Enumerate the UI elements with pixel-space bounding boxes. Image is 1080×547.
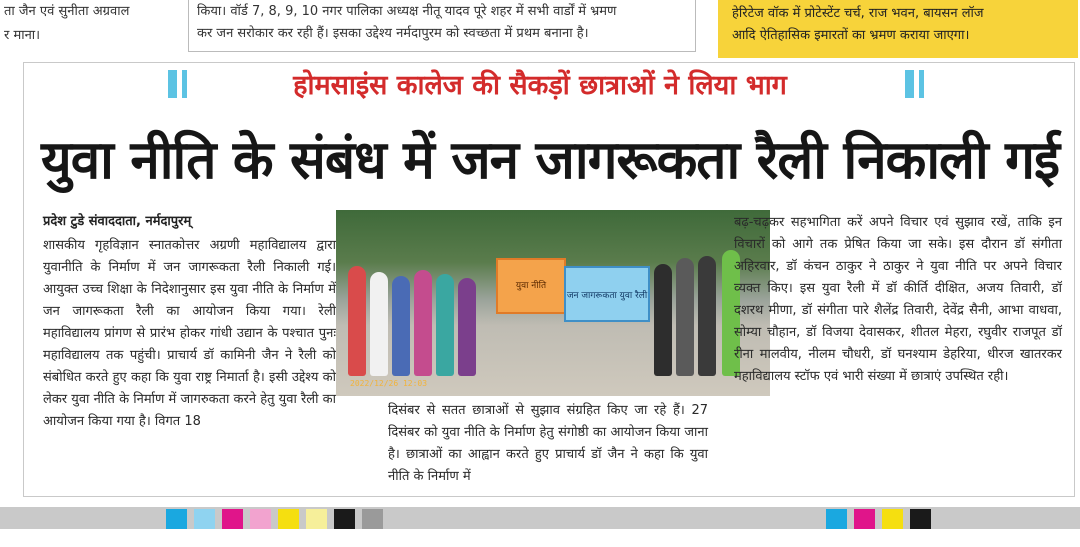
person-figure <box>676 258 694 376</box>
kicker-accent-bar-left <box>168 70 177 98</box>
color-swatch-yellow <box>278 509 299 529</box>
person-figure <box>348 266 366 376</box>
article-headline: युवा नीति के संबंध में जन जागरूकता रैली निकाली गई <box>40 130 1060 191</box>
color-swatch-cyan <box>166 509 187 529</box>
person-figure <box>698 256 716 376</box>
person-figure <box>436 274 454 376</box>
color-swatch-light-magenta <box>250 509 271 529</box>
person-figure <box>458 278 476 376</box>
adjacent-story-right-yellow <box>718 0 1078 58</box>
color-swatch-gray <box>362 509 383 529</box>
photo-timestamp: 2022/12/26 12:03 <box>350 379 428 388</box>
rally-banner-orange: युवा नीति <box>496 258 566 314</box>
color-swatch-light-cyan <box>194 509 215 529</box>
article-kicker: होमसाइंस कालेज की सैकड़ों छात्राओं ने लिया भाग <box>293 70 787 101</box>
article-column-1: शासकीय गृहविज्ञान स्नातकोत्तर अग्रणी महाविद्यालय द्वारा युवानीति के निर्माण में जन जागरूकता रैली निकाली गई। आयुक्त उच्च शिक्षा के निदेशानुसार इस युवा नीति के निर्माण में जन जागरूकता रैली का आयोजन किया गया। रेली महाविद्यालय प्रांगण से प्रारंभ होकर गांधी उद्यान के पश्चात पुनः महाविद्यालय तक पहुंची। प्राचार्य डॉ कामिनी जैन ने रैली को संबोधित करते हुए कहा कि युवा राष्ट्र निमार्ता है। इसी उद्देश्य को लेकर युवा नीति के निर्माण में जागरुकता करने हेतु युवा रैली का आयोजन किया गया है। विगत 18 <box>43 238 336 429</box>
adjacent-mid-line-1: किया। वॉर्ड 7, 8, 9, 10 नगर पालिका अध्यक्ष नीतू यादव पूरे शहर में सभी वार्डों में भ्रमण <box>197 4 617 19</box>
color-swatch-light-yellow <box>306 509 327 529</box>
kicker-accent-bar-right <box>905 70 914 98</box>
person-figure <box>654 264 672 376</box>
adjacent-mid-line-2: कर जन सरोकार कर रही हैं। इसका उद्देश्य नर्मदापुरम को स्वच्छता में प्रथम बनाना है। <box>197 26 589 41</box>
kicker-accent-bar-left-thin <box>182 70 187 98</box>
adjacent-right-line-1: हेरिटेज वॉक में प्रोटेस्टेंट चर्च, राज भवन, बायसन लॉज <box>732 6 984 21</box>
adjacent-story-left <box>0 0 170 52</box>
kicker-accent-bar-right-thin <box>919 70 924 98</box>
article-column-3: बढ़-चढ़कर सहभागिता करें अपने विचार एवं सुझाव रखें, ताकि इन विचारों को आगे तक प्रेषित किया जा सके। इस दौरान डॉ संगीता अहिरवार, डॉ कंचन ठाकुर ने ठाकुर ने युवा नीति पर अपने विचार व्यक्त किए। इस युवा रैली में डॉ कीर्ति दीक्षित, अजय तिवारी, डॉ दशरथ मीणा, डॉ संगीता पारे शैलेंद्र तिवारी, देवेंद्र सैनी, आभा वाधवा, सोम्या चौहान, डॉ विजया देवासकर, शीतल मेहरा, रघुवीर राजपूत डॉ रीना मालवीय, नीलम चौधरी, डॉ घनश्याम डेहरिया, धीरज खातरकर महाविद्यालय स्टॉफ एवं भारी संख्या में छात्राएं उपस्थित रही। <box>734 215 1062 384</box>
rally-banner-blue: जन जागरूकता युवा रैली <box>564 266 650 322</box>
adjacent-left-line-1: ता जैन एवं सुनीता अग्रवाल <box>4 4 130 19</box>
person-figure <box>392 276 410 376</box>
color-swatch-black <box>910 509 931 529</box>
article-byline: प्रदेश टुडे संवाददाता, नर्मदापुरम् <box>43 214 192 229</box>
color-swatch-black <box>334 509 355 529</box>
adjacent-right-line-2: आदि ऐतिहासिक इमारतों का भ्रमण कराया जाएगा। <box>732 28 970 43</box>
rally-photo <box>336 210 770 396</box>
color-swatch-magenta <box>222 509 243 529</box>
color-swatch-cyan <box>826 509 847 529</box>
person-figure <box>370 272 388 376</box>
person-figure <box>414 270 432 376</box>
adjacent-story-middle <box>188 0 696 52</box>
color-swatch-magenta <box>854 509 875 529</box>
color-swatch-yellow <box>882 509 903 529</box>
article-column-2: दिसंबर से सतत छात्राओं से सुझाव संग्रहित किए जा रहे हैं। 27 दिसंबर को युवा नीति के निर्माण हेतु संगोष्ठी का आयोजन किया जाना है। छात्राओं का आह्वान करते हुए प्राचार्य डॉ जैन ने कहा कि युवा नीति के निर्माण में <box>388 403 708 484</box>
adjacent-left-line-2: र माना। <box>4 28 41 43</box>
